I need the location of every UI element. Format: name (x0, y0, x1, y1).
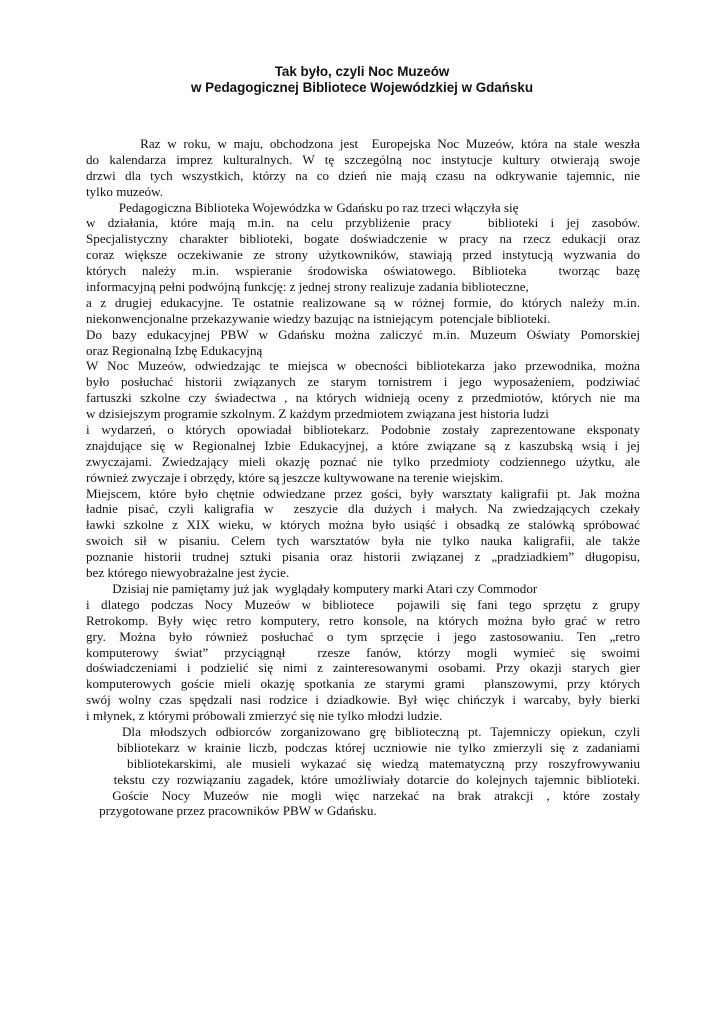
text-line: których należy m.in. wspieranie środowiska oświatowego. Biblioteka tworząc bazę (86, 263, 640, 279)
text-line: do kalendarza imprez kulturalnych. W tę szczególną noc instytucje kultury otwierają swoje (86, 151, 640, 167)
text-line: ładnie pisać, czyli kaligrafia w zeszycie dla dużych i małych. Na zwiedzających czekały (86, 501, 640, 517)
title-line-1: Tak było, czyli Noc Muzeów (274, 64, 450, 79)
text-line: Dzisiaj nie pamiętamy już jak wyglądały komputery marki Atari czy Commodor (86, 580, 538, 596)
text-line: Retrokomp. Były więc retro komputery, retro konsole, na których można było grać w retro (86, 612, 640, 628)
text-line: a z drugiej edukacyjne. Te ostatnie realizowane są w różnej formie, do których należy m.in. (86, 294, 640, 310)
text-line: drzwi dla tych wszystkich, którzy na co dzień nie mają czasu na odkrywanie tajemnic, nie (86, 167, 640, 183)
text-line: gry. Można było również posłuchać o tym sprzęcie i jego zastosowaniu. Ten „retro (86, 628, 640, 644)
text-line: bibliotekarskimi, ale musieli wykazać się wiedzą matematyczną przy roszyfrowywaniu (86, 755, 640, 771)
text-line: swoich sił w pisaniu. Celem tych warsztatów była nie tylko nauka kaligrafii, ale także (86, 533, 640, 549)
text-line: komputerowych goście mieli okazję spotkania ze starymi grami planszowymi, przy których (86, 676, 640, 692)
text-line: znajdujące się w Regionalnej Izbie Edukacyjnej, a które związane są z kaszubską wsią i jej (86, 437, 640, 453)
text-line: ławki szkolne z XIX wieku, w których można było usiąść i obsadką ze stalówką spróbować (86, 517, 640, 533)
title-line-2: w Pedagogicznej Bibliotece Wojewódzkiej w Gdańsku (190, 80, 534, 95)
text-line: bez którego niewyobrażalne jest życie. (86, 565, 290, 581)
text-line: tekstu czy rozwiązaniu zagadek, które umożliwiały dotarcie do kolejnych tajemnic biblioteki. (86, 771, 640, 787)
text-line: w działania, które mają m.in. na celu przybliżenie pracy biblioteki i jej zasobów. (86, 215, 640, 231)
text-line: zwyczajami. Zwiedzający mieli okazję poznać nie tylko przedmioty codziennego użytku, ale (86, 453, 640, 469)
text-line: przygotowane przez pracowników PBW w Gdańsku. (86, 803, 377, 819)
text-line: Raz w roku, w maju, obchodzona jest Europejska Noc Muzeów, która na stale weszła (86, 136, 640, 151)
text-line: Goście Nocy Muzeów nie mogli więc narzekać na brak atrakcji , które zostały (86, 787, 640, 803)
text-line: informacyjną pełni podwójną funkcję: z jednej strony realizuje zadania biblioteczne, (86, 279, 529, 295)
text-line: poznanie historii trudnej sztuki pisania oraz historii związanej z „pradziadkiem” długopisu, (86, 549, 640, 565)
text-line: Dla młodszych odbiorców zorganizowano grę biblioteczną pt. Tajemniczy opiekun, czyli (86, 723, 640, 739)
text-line: również zwyczaje i obrzędy, które są jeszcze kultywowane na terenie wiejskim. (86, 469, 504, 485)
text-line: tylko muzeów. (86, 183, 163, 199)
text-line: i wydarzeń, o których opowiadał bibliotekarz. Podobnie zostały zaprezentowane eksponaty (86, 422, 640, 438)
text-line: doświadczeniami i podzielić się nimi z zainteresowanymi osobami. Przy okazji starych gier (86, 660, 640, 676)
text-line: fartuszki szkolne czy świadectwa , na których widnieją oceny z przedmiotów, których nie ma (86, 390, 640, 406)
text-line: Specjalistyczny charakter biblioteki, bogate doświadczenie w pracy na rzecz edukacji oraz (86, 231, 640, 247)
text-line: coraz większe oczekiwanie ze strony użytkowników, stawiają przed instytucją wyzwania do (86, 247, 640, 263)
text-line: i młynek, z którymi próbowali zmierzyć się nie tylko młodzi ludzie. (86, 708, 443, 724)
text-line: i dlatego podczas Nocy Muzeów w bibliotece pojawili się fani tego sprzętu z grupy (86, 596, 640, 612)
text-line: Pedagogiczna Biblioteka Wojewódzka w Gdańsku po raz trzeci włączyła się (86, 199, 519, 215)
article-body (86, 136, 640, 819)
text-line: oraz Regionalną Izbę Edukacyjną (86, 342, 263, 358)
text-line: Miejscem, które było chętnie odwiedzane przez gości, były warsztaty kaligrafii pt. Jak można (86, 485, 640, 501)
text-line: w dzisiejszym programie szkolnym. Z każdym przedmiotem związana jest historia ludzi (86, 406, 549, 422)
text-line: było posłuchać historii związanych ze starym tornistrem i jego wyposażeniem, podziwiać (86, 374, 640, 390)
text-line: bibliotekarz w krainie liczb, podczas której uczniowie nie tylko zmierzyli się z zadaniami (86, 739, 640, 755)
text-line: komputerowy świat” przyciągnął rzesze fanów, którzy mogli wymieć się swoimi (86, 644, 640, 660)
text-line: swój wolny czas spędzali nasi rodzice i dziadkowie. Był więc chińczyk i warcaby, były bierki (86, 692, 640, 708)
text-line: niekonwencjonalne przekazywanie wiedzy bazując na istniejącym potencjale biblioteki. (86, 310, 551, 326)
text-line: Do bazy edukacyjnej PBW w Gdańsku można zaliczyć m.in. Muzeum Oświaty Pomorskiej (86, 326, 640, 342)
text-line: W Noc Muzeów, odwiedzając te miejsca w obecności bibliotekarza jako przewodnika, można (86, 358, 640, 374)
